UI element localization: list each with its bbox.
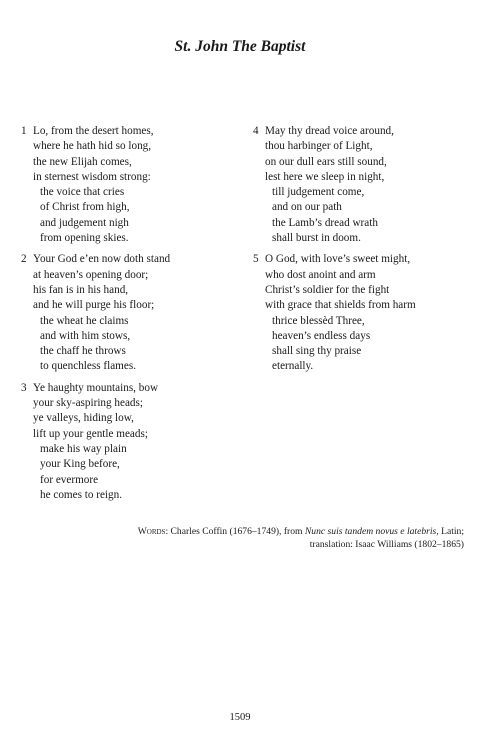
verse-line: shall burst in doom. (272, 232, 361, 245)
verse-line: from opening skies. (40, 232, 129, 245)
words-label: Words: (137, 526, 169, 537)
hymn-title: St. John The Baptist (174, 38, 306, 55)
verse-line: till judgement come, (272, 186, 365, 199)
verse-line: thou harbinger of Light, (265, 140, 373, 153)
page-number: 1509 (229, 712, 251, 723)
verse-line: shall sing thy praise (272, 345, 362, 358)
stanza (253, 124, 468, 246)
verse-line: and judgement nigh (40, 216, 129, 229)
stanza (21, 381, 236, 503)
stanza (21, 252, 236, 374)
verse-line: heaven’s endless days (272, 329, 371, 342)
verse-line: lift up your gentle meads; (33, 427, 148, 440)
credits (100, 525, 464, 551)
verse-line: to quenchless flames. (40, 360, 137, 373)
verse-line: the Lamb’s dread wrath (272, 216, 378, 229)
verse-line: where he hath hid so long, (33, 140, 152, 153)
verse-line: the wheat he claims (40, 314, 129, 327)
credits-words-line (100, 525, 464, 538)
verses-right-column (253, 124, 468, 381)
verse-line: he comes to reign. (40, 488, 123, 501)
source-suffix: , Latin; (436, 526, 464, 537)
stanza-number: 1 (21, 125, 27, 137)
words-text: Charles Coffin (1676–1749), from (168, 526, 305, 537)
verse-line: at heaven’s opening door; (33, 268, 149, 281)
verse-line: who dost anoint and arm (265, 268, 376, 281)
verse-line: of Christ from high, (40, 201, 130, 214)
verse-line: and on our path (272, 201, 342, 214)
stanza (253, 252, 468, 374)
verse-line: your sky-aspiring heads; (33, 397, 143, 410)
stanza-lines (33, 252, 236, 374)
stanza-number: 4 (253, 125, 259, 137)
verse-line: ye valleys, hiding low, (33, 412, 134, 425)
verse-line: the chaff he throws (40, 345, 126, 358)
verse-line: eternally. (272, 360, 314, 373)
stanza-number: 3 (21, 381, 27, 394)
verse-line: and with him stows, (40, 329, 131, 342)
source-title: Nunc suis tandem novus e latebris (304, 526, 437, 537)
verse-line: with grace that shields from harm (265, 299, 416, 312)
verse-line: make his way plain (40, 442, 127, 455)
verse-line: May thy dread voice around, (265, 125, 394, 137)
verse-line: Christ’s soldier for the fight (265, 283, 390, 296)
verse-line: O God, with love’s sweet might, (265, 253, 411, 266)
stanza-lines (33, 124, 236, 246)
verse-line: the voice that cries (40, 186, 125, 199)
verse-line: thrice blessèd Three, (272, 314, 365, 327)
verse-line: on our dull ears still sound, (265, 155, 387, 168)
verse-line: Your God e’en now doth stand (33, 253, 171, 266)
stanza (21, 124, 236, 246)
verse-line: for evermore (40, 473, 99, 486)
verse-line: and he will purge his floor; (33, 299, 155, 312)
credits-translation: translation: Isaac Williams (1802–1865) (309, 539, 464, 551)
verse-line: his fan is in his hand, (33, 283, 129, 296)
stanza-lines (265, 252, 468, 374)
verse-line: Lo, from the desert homes, (33, 125, 154, 137)
stanza-number: 5 (253, 253, 259, 266)
stanza-lines (33, 381, 236, 503)
verse-line: in sternest wisdom strong: (33, 170, 151, 183)
verse-line: Ye haughty mountains, bow (33, 381, 159, 394)
verse-line: your King before, (40, 458, 120, 471)
stanza-lines (265, 124, 468, 246)
verses-left-column (21, 124, 236, 509)
verse-line: the new Elijah comes, (33, 155, 132, 168)
stanza-number: 2 (21, 253, 27, 266)
verse-line: lest here we sleep in night, (265, 170, 385, 183)
